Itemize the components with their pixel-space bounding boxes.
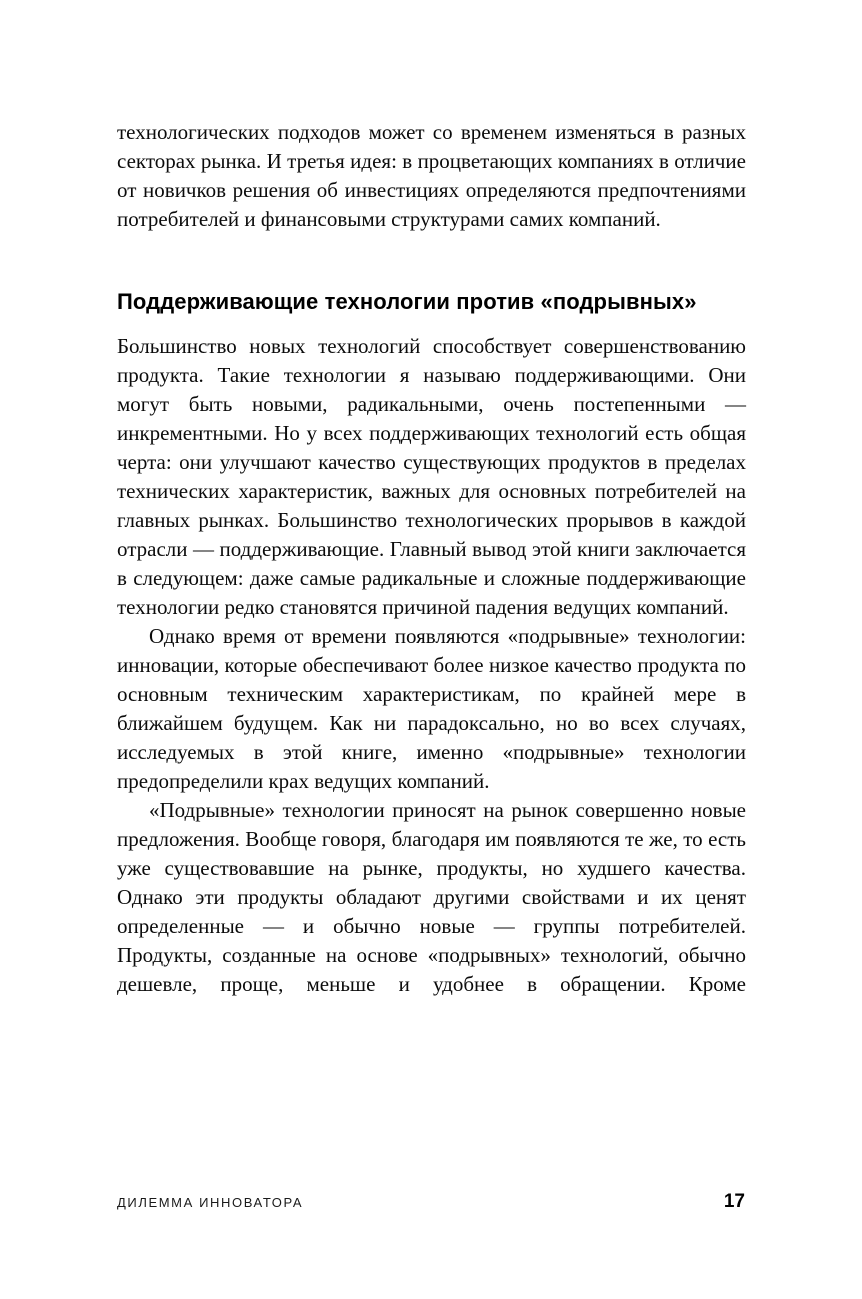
running-title: ДИЛЕММА ИННОВАТОРА [117,1195,304,1210]
paragraph-disruptive-technologies: Однако время от времени появляются «подрывные» технологии: инновации, которые обеспечивают более низкое качество продукта по основным техническим характеристикам, по крайней мере в ближайшем будущем. Как ни парадоксально, но во всех случаях, исследуемых в этой книге, именно «подрывные» технологии предопределили крах ведущих компаний. [117,624,746,793]
page-footer [117,1191,745,1213]
intro-paragraph: технологических подходов может со временем изменяться в разных секторах рынка. И третья идея: в процветающих компаниях в отличие от новичков решения об инвестициях определяются предпочтениями потребителей и финансовыми структурами самих компаний. [117,120,746,231]
section-heading: Поддерживающие технологии против «подрывных» [117,289,697,314]
page-content [117,118,746,999]
paragraph-disruptive-offerings: «Подрывные» технологии приносят на рынок совершенно новые предложения. Вообще говоря, благодаря им появляются те же, то есть уже существовавшие на рынке, продукты, но худшего качества. Однако эти продукты обладают другими свойствами и их ценят определенные — и обычно новые — группы потребителей. Продукты, созданные на основе «подрывных» технологий, обычно дешевле, проще, меньше и удобнее в обращении. Кроме [117,798,746,996]
page-number: 17 [723,1191,745,1212]
paragraph-sustaining-technologies: Большинство новых технологий способствует совершенствованию продукта. Такие технологии я называю поддерживающими. Они могут быть новыми, радикальными, очень постепенными — инкрементными. Но у всех поддерживающих технологий есть общая черта: они улучшают качество существующих продуктов в пределах технических характеристик, важных для основных потребителей на главных рынках. Большинство технологических прорывов в каждой отрасли — поддерживающие. Главный вывод этой книги заключается в следующем: даже самые радикальные и сложные поддерживающие технологии редко становятся причиной падения ведущих компаний. [117,334,746,619]
